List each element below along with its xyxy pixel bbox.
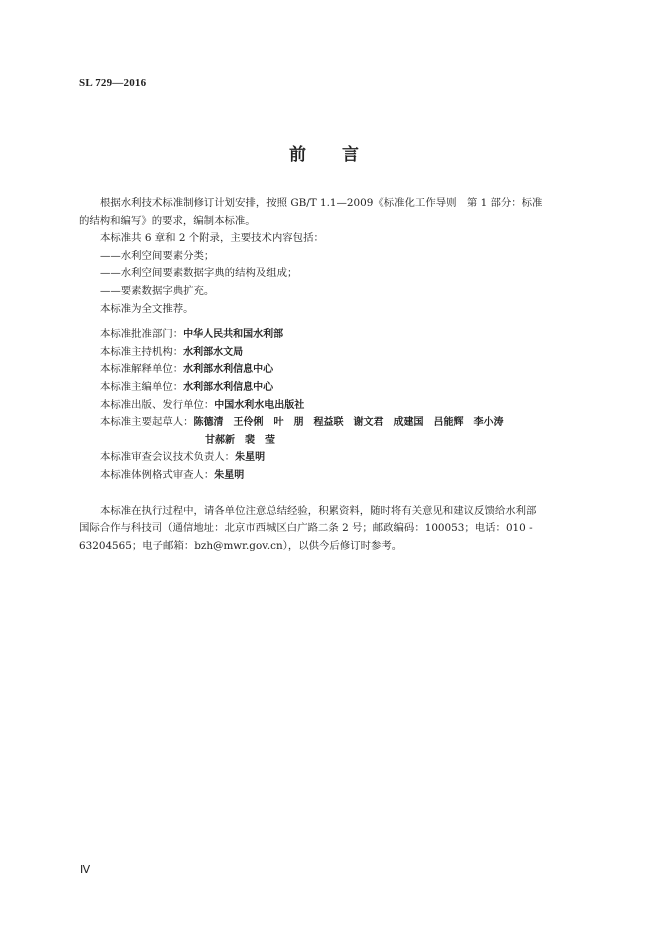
- closing-line2: 国际合作与科技司（通信地址：北京市西城区白广路二条 2 号；邮政编码：100053；电话：010 -: [79, 522, 533, 535]
- editor-line: 本标准主编单位：水利部水利信息中心: [100, 380, 274, 393]
- closing-line3: 63204565；电子邮箱：bzh@mwr.gov.cn），以供今后修订时参考。: [79, 539, 403, 552]
- intro-paragraph-line1: 根据水利技术标准制修订计划安排，按照 GB/T 1.1—2009《标准化工作导则 第 1 部分：标准: [100, 197, 543, 209]
- standard-code: SL 729—2016: [79, 77, 147, 89]
- format-review-line: 本标准体例格式审查人：朱星明: [100, 468, 245, 481]
- content-item: ——要素数据字典扩充。: [100, 284, 215, 297]
- contents-intro: 本标准共 6 章和 2 个附录，主要技术内容包括：: [100, 232, 324, 245]
- document-body: [79, 195, 593, 555]
- approval-line: 本标准批准部门：中华人民共和国水利部: [100, 328, 284, 341]
- page-title: 前言: [289, 145, 395, 165]
- closing-line1: 本标准在执行过程中，请各单位注意总结经验，积累资料，随时将有关意见和建议反馈给水利部: [100, 504, 537, 517]
- drafters-line: 本标准主要起草人：陈德清 王伶俐 叶 朋 程益联 谢文君 成建国 吕能辉 李小涛: [100, 416, 504, 429]
- host-line: 本标准主持机构：水利部水文局: [100, 345, 244, 358]
- publisher-line: 本标准出版、发行单位：中国水利水电出版社: [100, 398, 305, 411]
- interpretation-line: 本标准解释单位：水利部水利信息中心: [100, 363, 274, 376]
- content-item: ——水利空间要素分类；: [100, 249, 215, 262]
- drafters-line-continued: 甘郝新 裴 莹: [205, 434, 275, 446]
- intro-paragraph-line2: 的结构和编写》的要求，编制本标准。: [79, 214, 256, 227]
- review-line: 本标准审查会议技术负责人：朱星明: [100, 451, 266, 464]
- content-item: ——水利空间要素数据字典的结构及组成；: [100, 267, 298, 280]
- page-number: Ⅳ: [80, 864, 91, 876]
- recommendation-note: 本标准为全文推荐。: [100, 302, 194, 315]
